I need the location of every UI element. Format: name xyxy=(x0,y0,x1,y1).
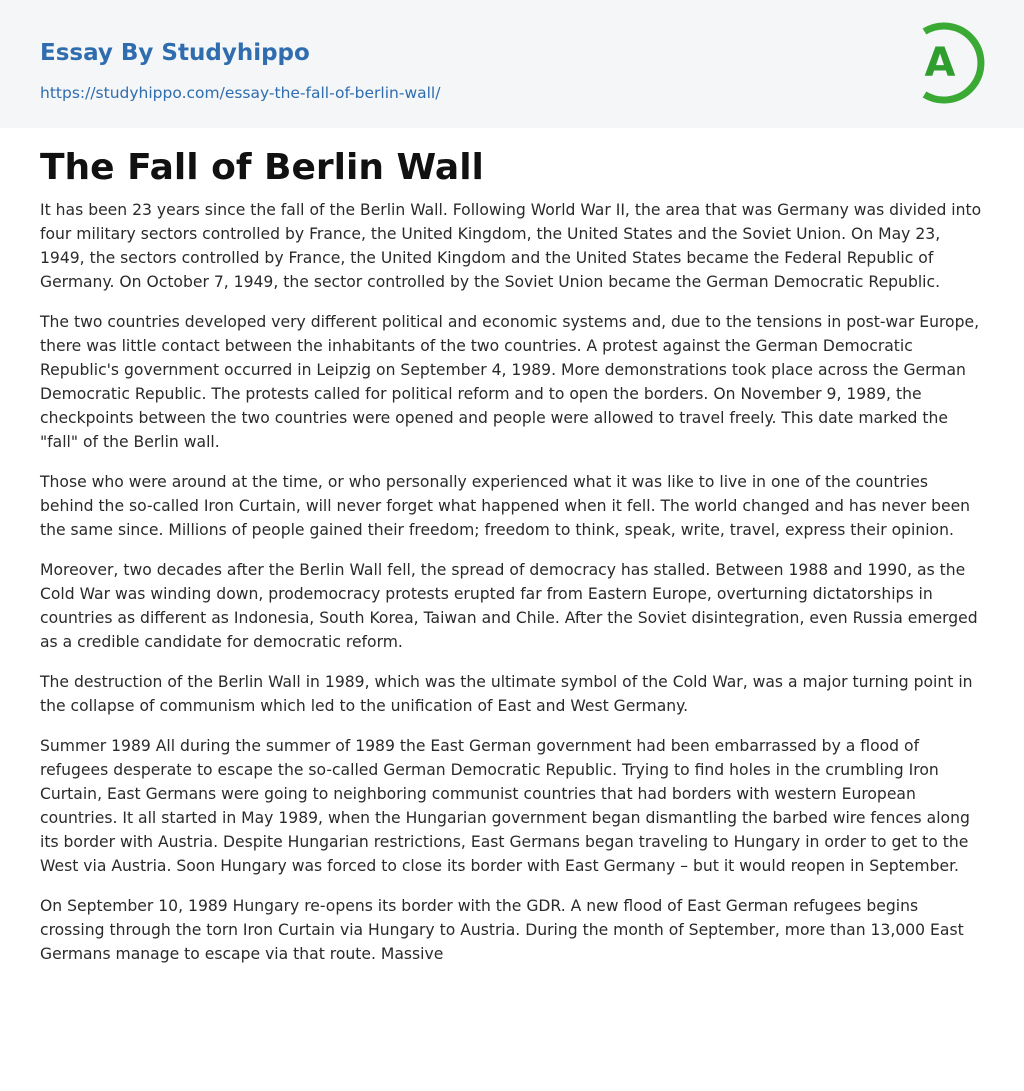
essay-content xyxy=(40,145,985,982)
essay-url-link[interactable]: https://studyhippo.com/essay-the-fall-of-berlin-wall/ xyxy=(40,84,441,102)
essay-paragraph: Summer 1989 All during the summer of 1989 the East German government had been embarrassed by a flood of refugees desperate to escape the so-called German Democratic Republic. Trying to find holes in the crumbling Iron Curtain, East Germans were going to neighboring communist countries that had borders with western European countries. It all started in May 1989, when the Hungarian government began dismantling the barbed wire fences along its border with Austria. Despite Hungarian restrictions, East Germans began traveling to Hungary in order to get to the West via Austria. Soon Hungary was forced to close its border with East Germany – but it would reopen in September. xyxy=(40,737,970,875)
logo-ring-icon xyxy=(908,18,988,106)
essay-paragraph: Moreover, two decades after the Berlin Wall fell, the spread of democracy has stalled. Between 1988 and 1990, as the Cold War was winding down, prodemocracy protests erupted far from Eastern Europe, overturning dictatorships in countries as different as Indonesia, South Korea, Taiwan and Chile. After the Soviet disintegration, even Russia emerged as a credible candidate for democratic reform. xyxy=(40,561,978,651)
essay-paragraph: It has been 23 years since the fall of the Berlin Wall. Following World War II, the area that was Germany was divided into four military sectors controlled by France, the United Kingdom, the United States and the Soviet Union. On May 23, 1949, the sectors controlled by France, the United Kingdom and the United States became the Federal Republic of Germany. On October 7, 1949, the sector controlled by the Soviet Union became the German Democratic Republic. xyxy=(40,201,982,291)
essay-paragraph: The destruction of the Berlin Wall in 1989, which was the ultimate symbol of the Cold War, was a major turning point in the collapse of communism which led to the unification of East and West Germany. xyxy=(40,673,973,715)
studyhippo-logo[interactable] xyxy=(908,18,988,106)
essay-paragraph: On September 10, 1989 Hungary re-opens its border with the GDR. A new flood of East German refugees begins crossing through the torn Iron Curtain via Hungary to Austria. During the month of September, more than 13,000 East Germans manage to escape via that route. Massive xyxy=(40,897,964,963)
site-title[interactable]: Essay By Studyhippo xyxy=(40,40,310,66)
logo-letter: A xyxy=(924,40,956,86)
essay-paragraph: The two countries developed very different political and economic systems and, due to the tensions in post-war Europe, there was little contact between the inhabitants of the two countries. A protest against the German Democratic Republic's government occurred in Leipzig on September 4, 1989. More demonstrations took place across the German Democratic Republic. The protests called for political reform and to open the borders. On November 9, 1989, the checkpoints between the two countries were opened and people were allowed to travel freely. This date marked the "fall" of the Berlin wall. xyxy=(40,313,980,451)
essay-paragraph: Those who were around at the time, or who personally experienced what it was like to live in one of the countries behind the so-called Iron Curtain, will never forget what happened when it fell. The world changed and has never been the same since. Millions of people gained their freedom; freedom to think, speak, write, travel, express their opinion. xyxy=(40,473,971,539)
site-header xyxy=(0,0,1024,128)
essay-title: The Fall of Berlin Wall xyxy=(40,147,484,188)
